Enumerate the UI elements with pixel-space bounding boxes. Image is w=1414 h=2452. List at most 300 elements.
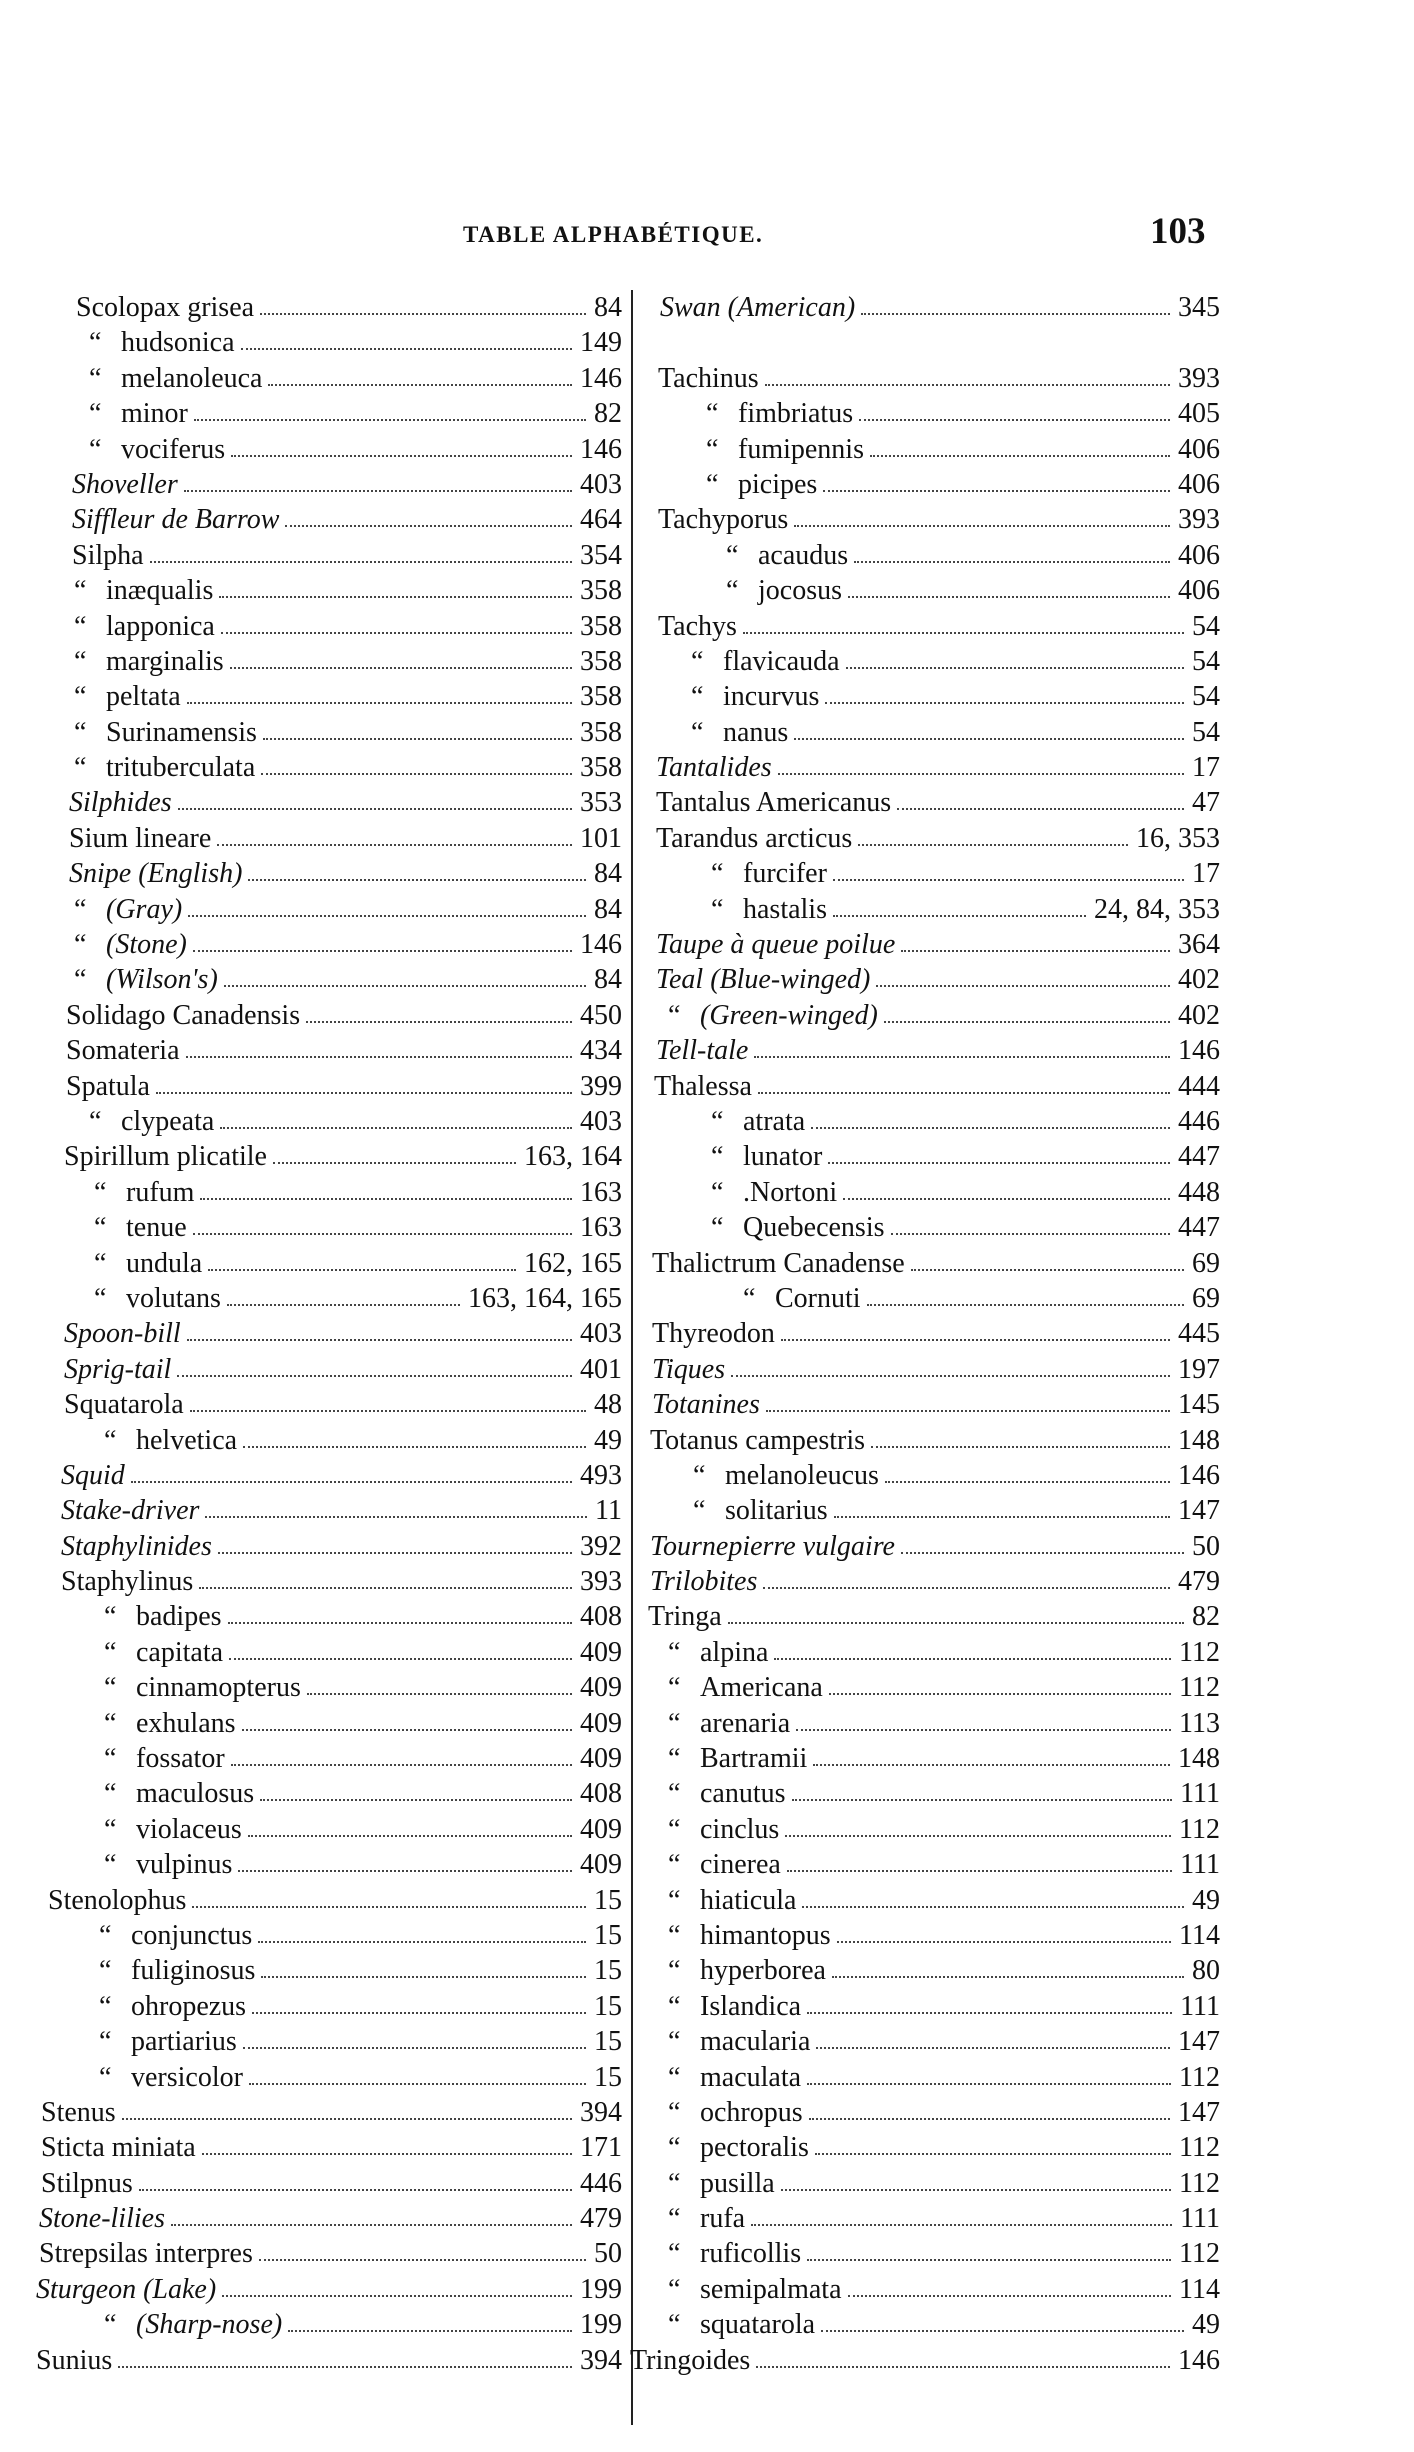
- entry-term: Thalessa: [654, 1070, 752, 1102]
- entry-term: flavicauda: [723, 645, 840, 677]
- dot-leader: [261, 750, 572, 775]
- index-entry: [630, 1953, 1224, 1988]
- dot-leader: [743, 609, 1184, 634]
- ditto-mark: “: [711, 1141, 724, 1173]
- entry-page: 84: [590, 962, 622, 997]
- dot-leader: [787, 1847, 1172, 1872]
- index-entry: [630, 609, 1224, 644]
- dot-leader: [815, 2130, 1171, 2155]
- dot-leader: [171, 2201, 572, 2226]
- entry-page: 406: [1174, 573, 1220, 608]
- dot-leader: [792, 1776, 1172, 1801]
- entry-term: Totanines: [652, 1389, 760, 1421]
- index-entry: [630, 1670, 1224, 1705]
- ditto-mark: “: [99, 1955, 112, 1987]
- dot-leader: [177, 1352, 572, 1377]
- ditto-mark: “: [104, 1636, 117, 1668]
- running-title: TABLE ALPHABÉTIQUE.: [463, 222, 764, 247]
- entry-page: 111: [1176, 1776, 1220, 1811]
- entry-term: hiaticula: [700, 1884, 797, 1916]
- entry-page: 358: [576, 679, 622, 714]
- entry-term: fuliginosus: [131, 1955, 256, 1987]
- dot-leader: [139, 2166, 572, 2191]
- dot-leader: [122, 2095, 572, 2120]
- entry-page: 353: [576, 785, 622, 820]
- index-entry: [630, 467, 1224, 502]
- entry-term: ruficollis: [700, 2238, 802, 2270]
- dot-leader: [778, 750, 1184, 775]
- index-entry: [630, 927, 1224, 962]
- entry-term: melanoleuca: [121, 362, 263, 394]
- index-entry: [630, 1918, 1224, 1953]
- dot-leader: [796, 1706, 1171, 1731]
- entry-term: (Wilson's): [106, 964, 218, 996]
- index-entry: [630, 1246, 1224, 1281]
- dot-leader: [846, 644, 1184, 669]
- ditto-mark: “: [668, 1672, 681, 1704]
- entry-term: Tringa: [648, 1601, 722, 1633]
- entry-page: 84: [590, 290, 622, 325]
- entry-page: 393: [1174, 502, 1220, 537]
- entry-term: Swan (American): [660, 292, 856, 323]
- dot-leader: [156, 1069, 572, 1094]
- ditto-mark: “: [74, 752, 87, 784]
- index-entry: [36, 644, 626, 679]
- entry-page: 345: [1174, 290, 1220, 325]
- entry-page: 82: [590, 396, 622, 431]
- index-entry: [36, 2236, 626, 2271]
- index-entry: [36, 1989, 626, 2024]
- entry-term: maculata: [700, 2061, 802, 2093]
- index-entry: [36, 1493, 626, 1528]
- entry-term: Snipe (English): [69, 858, 243, 890]
- index-entry: [36, 1458, 626, 1493]
- entry-term: undula: [126, 1247, 203, 1279]
- ditto-mark: “: [691, 681, 704, 713]
- index-entry: [630, 1387, 1224, 1422]
- entry-term: melanoleucus: [725, 1459, 879, 1491]
- entry-term: atrata: [743, 1105, 806, 1137]
- dot-leader: [260, 290, 586, 315]
- dot-leader: [118, 2343, 572, 2368]
- index-entry: [630, 1316, 1224, 1351]
- entry-page: 447: [1174, 1210, 1220, 1245]
- dot-leader: [231, 432, 572, 457]
- entry-page: 146: [576, 927, 622, 962]
- dot-leader: [870, 432, 1170, 457]
- dot-leader: [807, 2060, 1171, 2085]
- dot-leader: [242, 1706, 572, 1731]
- index-entry: [630, 644, 1224, 679]
- ditto-mark: “: [668, 2026, 681, 2058]
- ditto-mark: “: [89, 1105, 102, 1137]
- ditto-mark: “: [74, 610, 87, 642]
- entry-term: pectoralis: [700, 2132, 809, 2164]
- dot-leader: [785, 1812, 1171, 1837]
- page-number: 103: [1150, 211, 1206, 252]
- entry-term: hyperborea: [700, 1955, 826, 1987]
- ditto-mark: “: [89, 362, 102, 394]
- entry-term: partiarius: [131, 2026, 237, 2058]
- entry-page: 163: [576, 1175, 622, 1210]
- entry-page: 111: [1176, 1847, 1220, 1882]
- index-entry: [36, 1670, 626, 1705]
- ditto-mark: “: [99, 2061, 112, 2093]
- dot-leader: [187, 1316, 572, 1341]
- entry-term: Stake-driver: [61, 1495, 200, 1527]
- dot-leader: [763, 1564, 1170, 1589]
- ditto-mark: “: [74, 893, 87, 925]
- index-entry: [630, 998, 1224, 1033]
- index-entry: [630, 325, 1224, 360]
- entry-term: trituberculata: [106, 752, 256, 784]
- dot-leader: [871, 1423, 1170, 1448]
- entry-term: Tachyporus: [658, 504, 789, 536]
- ditto-mark: “: [104, 1778, 117, 1810]
- entry-term: Tachys: [658, 610, 737, 642]
- entry-page: 403: [576, 467, 622, 502]
- index-entry: [36, 1139, 626, 1174]
- entry-term: volutans: [126, 1282, 221, 1314]
- index-entry: [630, 1635, 1224, 1670]
- dot-leader: [848, 573, 1170, 598]
- index-entry: [630, 821, 1224, 856]
- entry-page: 354: [576, 538, 622, 573]
- dot-leader: [781, 2166, 1171, 2191]
- ditto-mark: “: [668, 2096, 681, 2128]
- ditto-mark: “: [104, 1601, 117, 1633]
- index-entry: [630, 361, 1224, 396]
- dot-leader: [766, 1387, 1170, 1412]
- entry-term: .Nortoni: [743, 1176, 838, 1208]
- index-entry: [36, 290, 626, 325]
- dot-leader: [199, 1564, 572, 1589]
- entry-term: capitata: [136, 1636, 224, 1668]
- dot-leader: [833, 856, 1184, 881]
- index-entry: [36, 2201, 626, 2236]
- entry-page: 479: [1174, 1564, 1220, 1599]
- entry-term: Spirillum plicatile: [64, 1141, 267, 1173]
- entry-page: 163: [576, 1210, 622, 1245]
- entry-page: 444: [1174, 1069, 1220, 1104]
- index-entry: [630, 2201, 1224, 2236]
- index-entry: [36, 1741, 626, 1776]
- dot-leader: [758, 1069, 1170, 1094]
- dot-leader: [194, 396, 586, 421]
- entry-page: 101: [576, 821, 622, 856]
- dot-leader: [802, 1883, 1184, 1908]
- entry-term: Tarandus arcticus: [656, 822, 853, 854]
- index-entry: [36, 1210, 626, 1245]
- dot-leader: [861, 290, 1170, 315]
- dot-leader: [823, 467, 1170, 492]
- ditto-mark: “: [668, 1743, 681, 1775]
- entry-page: 17: [1188, 856, 1220, 891]
- dot-leader: [807, 2236, 1171, 2261]
- index-entry: [630, 962, 1224, 997]
- index-entry: [630, 1847, 1224, 1882]
- index-entry: [630, 679, 1224, 714]
- entry-term: hudsonica: [121, 327, 235, 359]
- ditto-mark: “: [668, 1919, 681, 1951]
- dot-leader: [230, 644, 572, 669]
- ditto-mark: “: [94, 1176, 107, 1208]
- index-entry: [630, 2236, 1224, 2271]
- ditto-mark: “: [743, 1282, 756, 1314]
- entry-term: Silphides: [69, 787, 172, 819]
- entry-page: 446: [576, 2166, 622, 2201]
- entry-term: ohropezus: [131, 1990, 247, 2022]
- entry-term: arenaria: [700, 1707, 791, 1739]
- index-entry: [36, 467, 626, 502]
- index-entry: [36, 1564, 626, 1599]
- entry-term: versicolor: [131, 2061, 243, 2093]
- entry-term: Squatarola: [64, 1389, 184, 1421]
- ditto-mark: “: [94, 1212, 107, 1244]
- entry-page: 408: [576, 1599, 622, 1634]
- entry-page: 147: [1174, 1493, 1220, 1528]
- entry-term: Scolopax grisea: [76, 292, 255, 323]
- entry-page: 49: [590, 1423, 622, 1458]
- entry-term: Sunius: [36, 2344, 113, 2376]
- index-entry: [630, 856, 1224, 891]
- ditto-mark: “: [89, 327, 102, 359]
- index-entry: [36, 325, 626, 360]
- entry-page: 111: [1176, 1989, 1220, 2024]
- entry-term: Trilobites: [650, 1566, 758, 1598]
- index-entry: [36, 1069, 626, 1104]
- index-column-left: [36, 290, 626, 2378]
- entry-term: Sturgeon (Lake): [36, 2273, 217, 2305]
- dot-leader: [756, 2343, 1170, 2368]
- index-entry: [36, 1776, 626, 1811]
- dot-leader: [218, 1529, 572, 1554]
- entry-page: 162, 165: [520, 1246, 622, 1281]
- ditto-mark: “: [74, 681, 87, 713]
- entry-term: clypeata: [121, 1105, 215, 1137]
- index-entry: [36, 2130, 626, 2165]
- dot-leader: [897, 785, 1184, 810]
- entry-page: 434: [576, 1033, 622, 1068]
- ditto-mark: “: [104, 1672, 117, 1704]
- entry-page: 450: [576, 998, 622, 1033]
- index-entry: [630, 396, 1224, 431]
- index-entry: [630, 1493, 1224, 1528]
- entry-term: (Stone): [106, 929, 187, 961]
- dot-leader: [249, 2060, 586, 2085]
- entry-term: Teal (Blue-winged): [656, 964, 871, 996]
- dot-leader: [911, 1246, 1184, 1271]
- ditto-mark: “: [89, 433, 102, 465]
- entry-page: 15: [590, 1883, 622, 1918]
- dot-leader: [178, 785, 572, 810]
- index-entry: [630, 1599, 1224, 1634]
- index-entry: [36, 1918, 626, 1953]
- dot-leader: [202, 2130, 572, 2155]
- entry-page: 84: [590, 892, 622, 927]
- entry-term: fumipennis: [738, 433, 864, 465]
- dot-leader: [807, 1989, 1172, 2014]
- entry-page: 199: [576, 2307, 622, 2342]
- dot-leader: [193, 927, 572, 952]
- ditto-mark: “: [668, 1884, 681, 1916]
- ditto-mark: “: [691, 645, 704, 677]
- ditto-mark: “: [668, 1813, 681, 1845]
- entry-term: cinclus: [700, 1813, 780, 1845]
- dot-leader: [816, 2024, 1170, 2049]
- entry-term: Somateria: [66, 1035, 180, 1067]
- index-entry: [36, 856, 626, 891]
- dot-leader: [268, 361, 572, 386]
- dot-leader: [307, 1670, 572, 1695]
- entry-page: 112: [1175, 2060, 1220, 2095]
- entry-term: nanus: [723, 716, 789, 748]
- index-entry: [36, 679, 626, 714]
- index-entry: [36, 1953, 626, 1988]
- index-entry: [630, 1812, 1224, 1847]
- index-entry: [36, 998, 626, 1033]
- index-entry: [36, 361, 626, 396]
- entry-term: rufa: [700, 2203, 746, 2235]
- dot-leader: [248, 856, 586, 881]
- index-entry: [36, 785, 626, 820]
- entry-term: Thalictrum Canadense: [652, 1247, 905, 1279]
- entry-term: maculosus: [136, 1778, 255, 1810]
- entry-page: 148: [1174, 1423, 1220, 1458]
- dot-leader: [811, 1104, 1170, 1129]
- index-entry: [36, 2166, 626, 2201]
- ditto-mark: “: [711, 1176, 724, 1208]
- entry-term: Stilpnus: [41, 2167, 133, 2199]
- index-entry: [36, 609, 626, 644]
- dot-leader: [263, 715, 572, 740]
- entry-page: 54: [1188, 644, 1220, 679]
- dot-leader: [854, 538, 1170, 563]
- ditto-mark: “: [711, 893, 724, 925]
- dot-leader: [259, 2236, 586, 2261]
- entry-term: violaceus: [136, 1813, 242, 1845]
- entry-page: 146: [1174, 2343, 1220, 2378]
- ditto-mark: “: [668, 2203, 681, 2235]
- entry-page: 399: [576, 1069, 622, 1104]
- index-entry: [36, 396, 626, 431]
- index-entry: [36, 750, 626, 785]
- index-entry: [36, 1281, 626, 1316]
- entry-page: 401: [576, 1352, 622, 1387]
- index-entry: [36, 927, 626, 962]
- index-column-right: [630, 290, 1224, 2378]
- ditto-mark: “: [104, 1743, 117, 1775]
- entry-term: Americana: [700, 1672, 823, 1704]
- dot-leader: [261, 1953, 586, 1978]
- index-entry: [36, 1246, 626, 1281]
- entry-page: 47: [1188, 785, 1220, 820]
- entry-term: jocosus: [758, 575, 842, 607]
- index-entry: [36, 2024, 626, 2059]
- index-entry: [36, 892, 626, 927]
- index-entry: [630, 1564, 1224, 1599]
- index-entry: [630, 2343, 1224, 2378]
- entry-term: (Green-winged): [700, 999, 878, 1031]
- entry-page: 84: [590, 856, 622, 891]
- entry-term: exhulans: [136, 1707, 236, 1739]
- ditto-mark: “: [74, 575, 87, 607]
- entry-term: vulpinus: [136, 1849, 233, 1881]
- dot-leader: [901, 1529, 1184, 1554]
- dot-leader: [131, 1458, 572, 1483]
- ditto-mark: “: [668, 2309, 681, 2341]
- entry-page: 113: [1175, 1706, 1220, 1741]
- dot-leader: [220, 1104, 572, 1129]
- entry-term: conjunctus: [131, 1919, 253, 1951]
- entry-term: Islandica: [700, 1990, 802, 2022]
- ditto-mark: “: [693, 1495, 706, 1527]
- dot-leader: [848, 2272, 1171, 2297]
- entry-page: 146: [1174, 1458, 1220, 1493]
- entry-term: Siffleur de Barrow: [72, 504, 280, 536]
- entry-page: 24, 84, 353: [1090, 892, 1220, 927]
- entry-page: 54: [1188, 679, 1220, 714]
- entry-page: 112: [1175, 2236, 1220, 2271]
- dot-leader: [190, 1387, 586, 1412]
- dot-leader: [825, 679, 1184, 704]
- ditto-mark: “: [99, 1990, 112, 2022]
- dot-leader: [821, 2307, 1184, 2332]
- ditto-mark: “: [711, 858, 724, 890]
- entry-term: solitarius: [725, 1495, 828, 1527]
- index-entry: [630, 290, 1224, 325]
- index-entry: [36, 1635, 626, 1670]
- entry-page: 479: [576, 2201, 622, 2236]
- ditto-mark: “: [104, 1424, 117, 1456]
- ditto-mark: “: [668, 2132, 681, 2164]
- entry-page: 149: [576, 325, 622, 360]
- index-entry: [630, 1139, 1224, 1174]
- dot-leader: [901, 927, 1170, 952]
- entry-page: 112: [1175, 1812, 1220, 1847]
- entry-term: furcifer: [743, 858, 827, 890]
- index-entry: [630, 1104, 1224, 1139]
- dot-leader: [809, 2095, 1170, 2120]
- index-entry: [630, 1706, 1224, 1741]
- entry-page: 49: [1188, 1883, 1220, 1918]
- entry-term: Spatula: [66, 1070, 150, 1102]
- index-entry: [630, 785, 1224, 820]
- entry-term: semipalmata: [700, 2273, 842, 2305]
- entry-page: 358: [576, 573, 622, 608]
- index-entry: [630, 1210, 1224, 1245]
- index-entry: [630, 1069, 1224, 1104]
- entry-term: Staphylinides: [61, 1530, 212, 1562]
- entry-page: 69: [1188, 1281, 1220, 1316]
- entry-page: 406: [1174, 432, 1220, 467]
- index-entry: [36, 502, 626, 537]
- entry-page: 448: [1174, 1175, 1220, 1210]
- entry-term: Tringoides: [630, 2344, 751, 2376]
- index-entry: [630, 1989, 1224, 2024]
- entry-page: 409: [576, 1741, 622, 1776]
- entry-page: 197: [1174, 1352, 1220, 1387]
- ditto-mark: “: [711, 1212, 724, 1244]
- ditto-mark: “: [691, 716, 704, 748]
- entry-page: 464: [576, 502, 622, 537]
- entry-page: 406: [1174, 538, 1220, 573]
- entry-page: 49: [1188, 2307, 1220, 2342]
- ditto-mark: “: [706, 468, 719, 500]
- entry-page: 148: [1174, 1741, 1220, 1776]
- entry-term: Staphylinus: [61, 1566, 194, 1598]
- ditto-mark: “: [74, 645, 87, 677]
